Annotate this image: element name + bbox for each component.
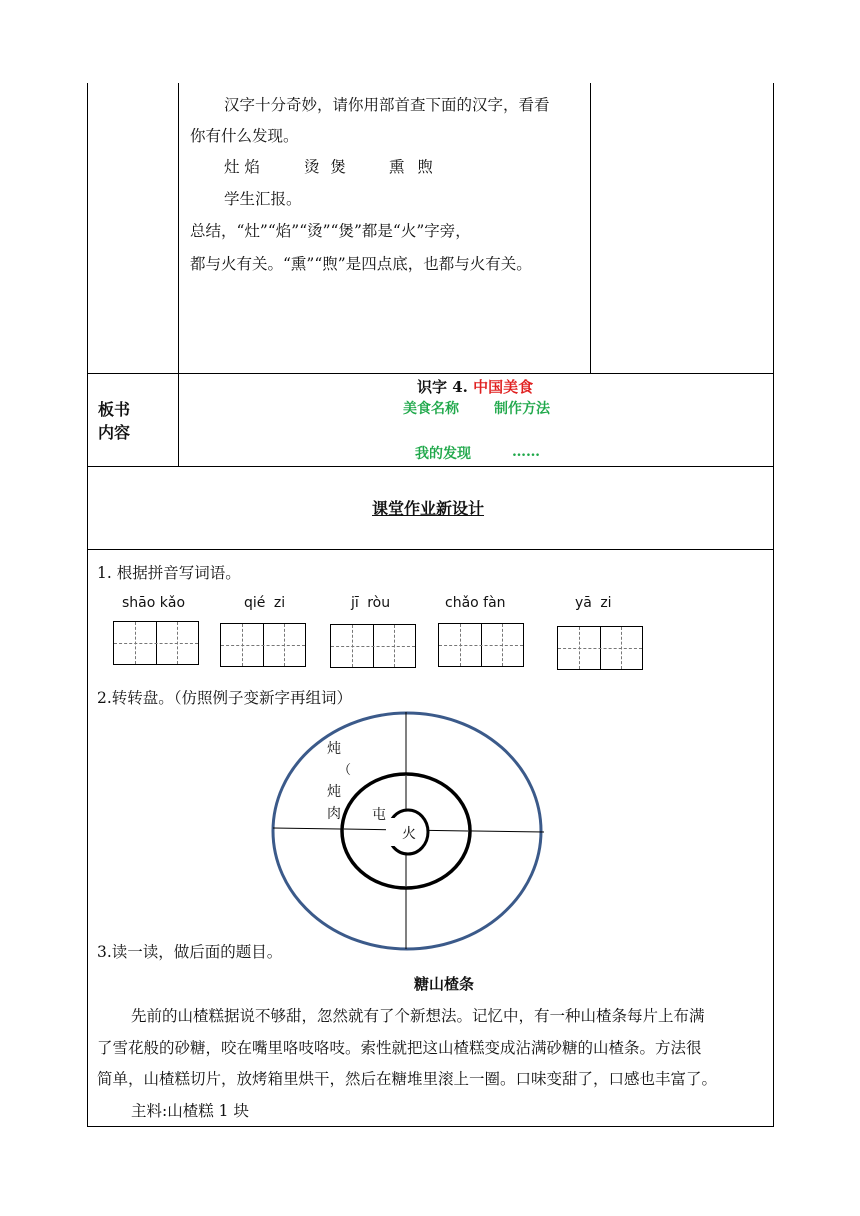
writing-grid-1[interactable] (113, 621, 199, 665)
board-item-food-name: 美食名称 (403, 401, 459, 417)
table-bottom-border (87, 1126, 774, 1127)
writing-grid-5[interactable] (557, 626, 643, 670)
story-title: 糖山楂条 (414, 975, 475, 993)
question-2: 2.转转盘。（仿照例子变新字再组词） (97, 689, 353, 707)
wheel-tail-word: 肉 (327, 806, 341, 822)
wheel-outer-word: 炖 (327, 741, 341, 757)
row-divider-3 (87, 549, 774, 550)
board-title-prefix: 识字 4. (417, 378, 474, 396)
summary-text-cont: 都与火有关。“熏”“煦”是四点底，也都与火有关。 (190, 255, 532, 273)
writing-grid-4[interactable] (438, 623, 524, 667)
writing-grid-3[interactable] (330, 624, 416, 668)
board-label-1: 板书 (98, 400, 131, 419)
board-label-2: 内容 (98, 423, 131, 442)
instruction-text: 汉字十分奇妙，请你用部首查下面的汉字，看看 (224, 96, 550, 114)
story-line-1: 先前的山楂糕据说不够甜，忽然就有了个新想法。记忆中，有一种山楂条每片上布满 (131, 1007, 705, 1025)
wheel-middle-char: 屯 (372, 807, 386, 823)
col-divider-1 (178, 83, 179, 467)
pinyin-4: chǎo fàn (445, 595, 506, 611)
summary-text: 总结，“灶”“焰”“烫”“煲”都是“火”字旁， (190, 222, 471, 240)
char-group-3: 熏 煦 (389, 158, 433, 176)
board-item-method: 制作方法 (494, 401, 550, 417)
char-group-1: 灶 焰 (224, 158, 260, 176)
pinyin-3: jī ròu (351, 595, 391, 611)
wheel-tail-clip (327, 804, 347, 822)
wheel-outer-word-2: 炖 (327, 784, 341, 800)
board-item-ellipsis: …… (512, 444, 540, 460)
student-report: 学生汇报。 (224, 190, 302, 208)
pinyin-5: yā zi (575, 595, 612, 611)
story-line-3: 简单，山楂糕切片，放烤箱里烘干，然后在糖堆里滚上一圈。口味变甜了，口感也丰富了。 (97, 1070, 718, 1088)
ingredient-line: 主料:山楂糕 1 块 (131, 1102, 249, 1120)
char-group-2: 烫 煲 (304, 158, 346, 176)
table-right-border (773, 83, 774, 1127)
wheel-center-char: 火 (402, 826, 416, 842)
question-3: 3.读一读，做后面的题目。 (97, 943, 283, 961)
instruction-text-cont: 你有什么发现。 (190, 127, 299, 145)
homework-heading: 课堂作业新设计 (372, 499, 485, 518)
story-line-2: 了雪花般的砂糖，咬在嘴里咯吱咯吱。索性就把这山楂糕变成沾满砂糖的山楂条。方法很 (97, 1039, 702, 1057)
board-title (417, 377, 533, 397)
board-title-main: 中国美食 (473, 378, 534, 396)
wheel-paren: （ (338, 763, 352, 778)
table-left-border (87, 83, 88, 1127)
pinyin-1: shāo kǎo (122, 595, 186, 611)
row-divider-2 (87, 466, 774, 467)
question-1: 1. 根据拼音写词语。 (97, 564, 241, 582)
board-item-discovery: 我的发现 (415, 446, 471, 462)
writing-grid-2[interactable] (220, 623, 306, 667)
row-divider-1 (87, 373, 774, 374)
pinyin-2: qié zi (244, 595, 286, 611)
col-divider-2 (590, 83, 591, 373)
